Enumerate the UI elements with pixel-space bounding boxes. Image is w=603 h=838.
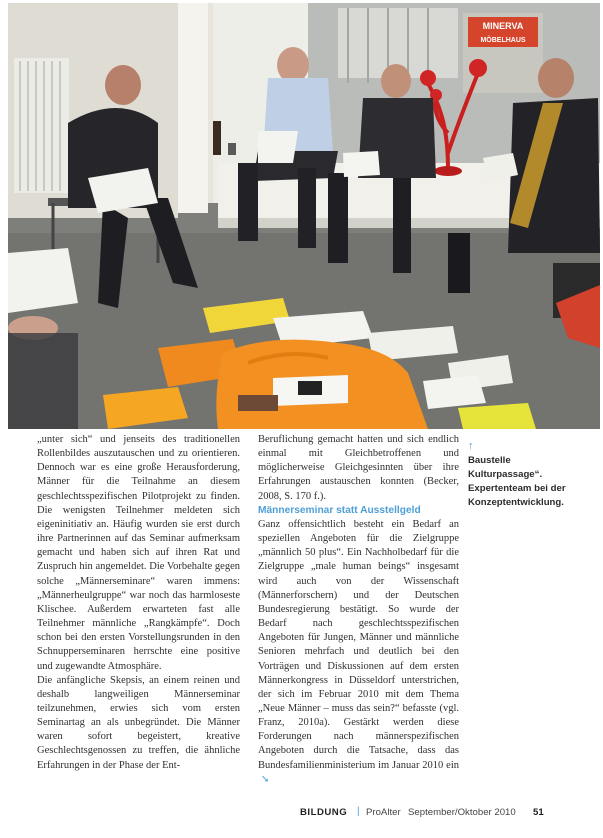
paragraph: Beruflichung gemacht hatten und sich endlich einmal mit Gleichbetroffenen und möglicherweise Gleichgesinnten über ihre Erfahrungen austauschen konnten (Becker, 2008, S. 170 f.). bbox=[258, 434, 459, 502]
seminar-photo bbox=[8, 3, 600, 429]
paragraph-text: Ganz offensichtlich besteht ein Bedarf an speziellen Angeboten für die Zielgruppe „männlich 50 plus“. Ein Nachholbedarf für die Zielgruppe „male human beings“ insgesamt wird auch von der Wissenschaft (Männerforschern) und der Deutschen Bundesregierung bestätigt. So wurde der Bedarf nach geschlechtsspezifischen Angeboten für Jungen, Männer und männliche Senioren mehrfach und deutlich bei den Vorträgen und Diskussionen auf dem ersten Männerkongress in Düsseldorf unterstrichen, der sich im Februar 2010 mit dem Thema „Neue Männer – muss das sein?“ befasste (vgl. Franz, 2010a). Gestärkt werden diese Forderungen nach männerspezifischen Angeboten durch die Tatsache, dass das Bundesfamilienministerium im Januar 2010 ein bbox=[258, 518, 459, 771]
footer-magazine: ProAlter bbox=[366, 807, 401, 818]
seminar-photo-illustration bbox=[8, 3, 600, 429]
store-sign-line2: MÖBELHAUS bbox=[480, 37, 526, 44]
continue-arrow-icon: ➘ bbox=[261, 773, 270, 785]
footer-separator: | bbox=[357, 806, 360, 817]
section-subheading: Männerseminar statt Ausstellgeld bbox=[258, 504, 421, 516]
photo-caption bbox=[468, 440, 578, 510]
paragraph bbox=[258, 518, 459, 787]
page-footer bbox=[0, 805, 603, 823]
footer-section: BILDUNG bbox=[300, 807, 348, 818]
paragraph: „unter sich“ und jenseits des traditionellen Rollenbildes auszutauschen und zu orientieren. Dennoch war es eine große Herausforderung, Männer für die Teilnahme an diesem geschlechtsspezifischen Pilotprojekt zu finden. Die wenigsten Teilnehmer meldeten sich eigeninitiativ an. Häufig wurden sie erst durch ihre Partnerinnen auf das Seminar aufmerksam gemacht und haben sich auf ihren Rat und Zuspruch hin angemeldet. Die Vorbehalte gegen solche „Männerseminare“ waren immens: „Männerheulgruppe“ war noch das harmloseste Klischee. Außerdem erwarteten fast alle Teilnehmer männliche „Rangkämpfe“. Doch schon bei den ersten Vorstellungsrunden in den Schnupperseminaren herrschte eine positive und zugewandte Atmosphäre. bbox=[37, 434, 240, 672]
paragraph: Die anfängliche Skepsis, an einem reinen und deshalb langweiligen Männerseminar teilzunehmen, erwies sich vom ersten Seminartag an als unbegründet. Die Männer waren sofort begeistert, kreative Geschlechtsgenossen zu treffen, die ähnliche Erfahrungen in der Phase der Ent- bbox=[37, 674, 240, 771]
page-number: 51 bbox=[533, 807, 544, 818]
text-column-left bbox=[37, 433, 240, 773]
footer-issue: September/Oktober 2010 bbox=[408, 807, 516, 818]
caption-text: Baustelle Kulturpassage“. Expertenteam bei der Konzeptentwicklung. bbox=[468, 455, 566, 509]
text-column-right bbox=[258, 433, 459, 787]
store-sign-line1: MINERVA bbox=[482, 21, 524, 31]
arrow-up-icon: ↑ bbox=[468, 440, 474, 452]
